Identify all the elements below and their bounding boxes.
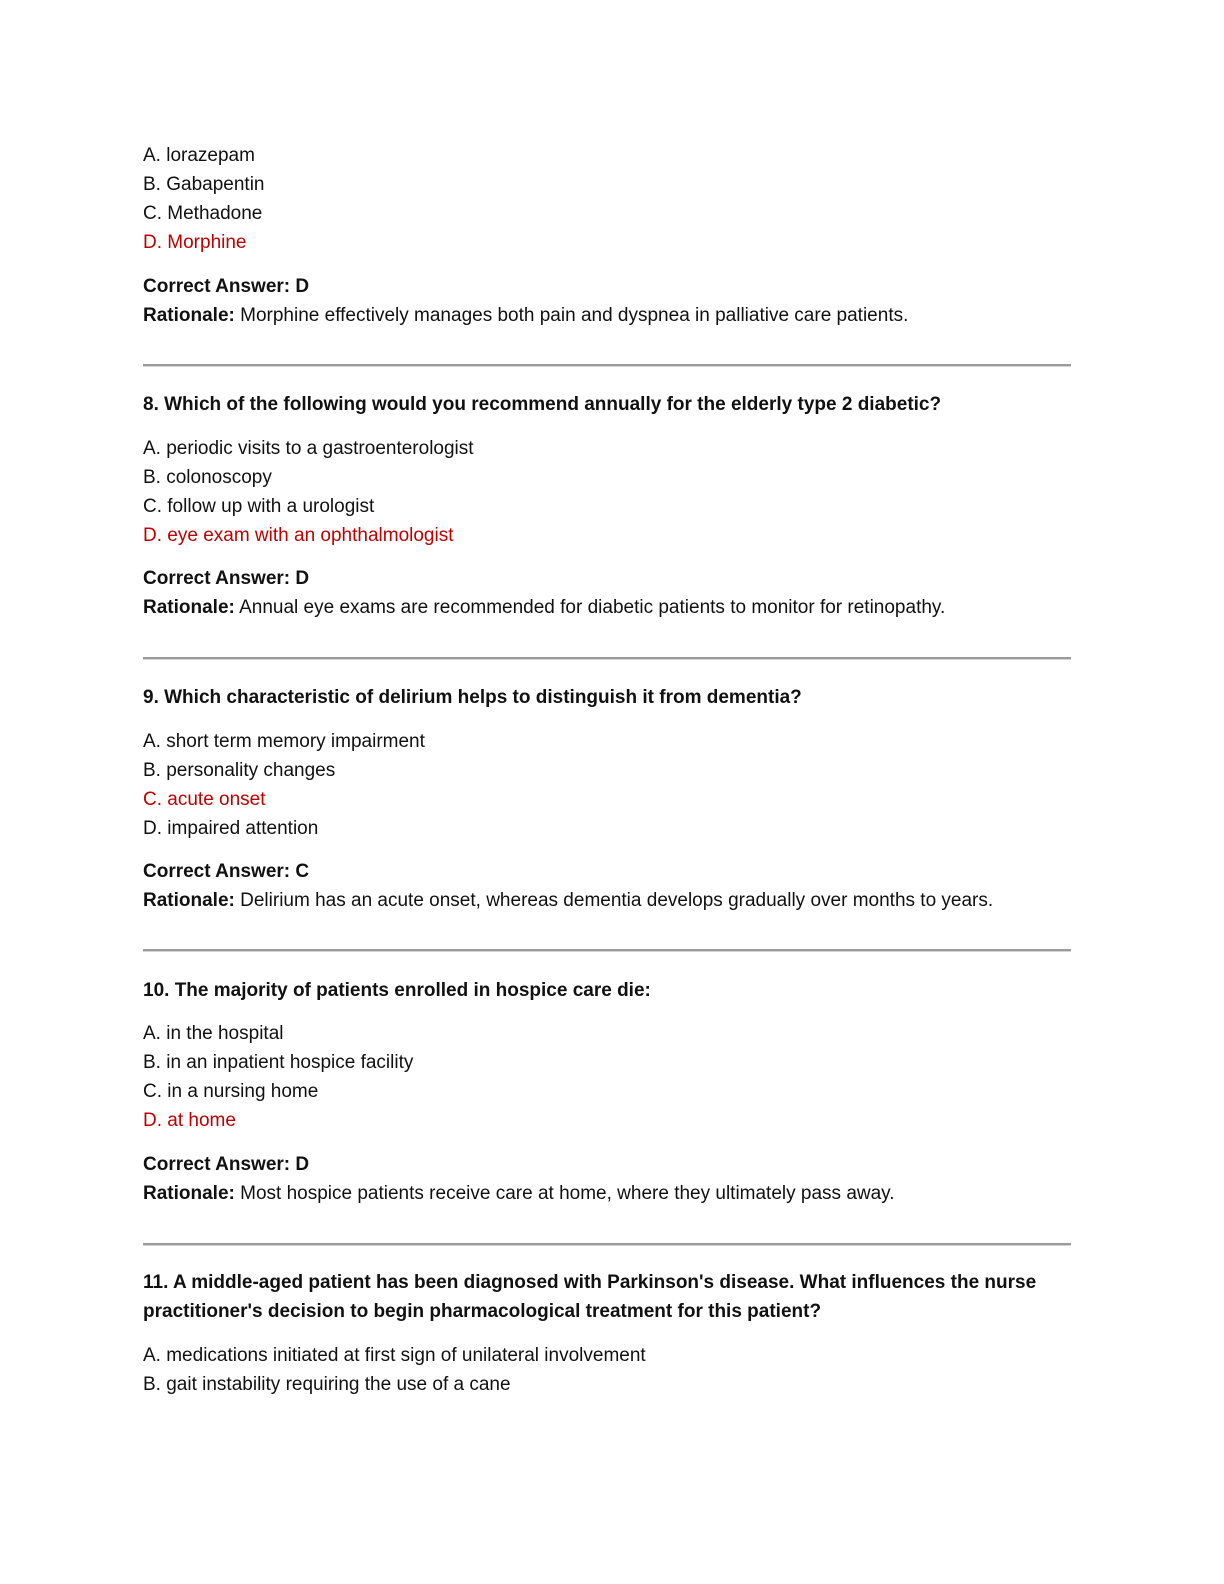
q11-option-a: A. medications initiated at first sign of unilateral involvement bbox=[143, 1345, 646, 1366]
separator-line bbox=[143, 949, 1071, 951]
q9-correct-answer: Correct Answer: C bbox=[143, 861, 310, 882]
q8-correct-answer: Correct Answer: D bbox=[143, 568, 310, 589]
q10-rationale bbox=[143, 1182, 895, 1206]
q7-option-c: C. Methadone bbox=[143, 203, 263, 224]
q10-rationale-text: Most hospice patients receive care at home, where they ultimately pass away. bbox=[234, 1183, 895, 1204]
q10-option-c: C. in a nursing home bbox=[143, 1081, 319, 1102]
q11-option-b: B. gait instability requiring the use of a cane bbox=[143, 1374, 511, 1395]
q7-rationale bbox=[143, 304, 908, 328]
q9-option-d: D. impaired attention bbox=[143, 818, 319, 839]
q7-option-d-correct: D. Morphine bbox=[143, 232, 247, 253]
q7-rationale-text: Morphine effectively manages both pain and dyspnea in palliative care patients. bbox=[234, 305, 909, 326]
q8-option-b: B. colonoscopy bbox=[143, 467, 272, 488]
q10-option-d-correct: D. at home bbox=[143, 1110, 236, 1131]
q8-option-a: A. periodic visits to a gastroenterologist bbox=[143, 438, 474, 459]
q10-option-b: B. in an inpatient hospice facility bbox=[143, 1052, 414, 1073]
q8-rationale bbox=[143, 596, 945, 620]
q10-correct-answer: Correct Answer: D bbox=[143, 1154, 310, 1175]
q7-option-b: B. Gabapentin bbox=[143, 174, 265, 195]
q9-rationale-text: Delirium has an acute onset, whereas dementia develops gradually over months to years. bbox=[234, 890, 994, 911]
q7-option-a: A. lorazepam bbox=[143, 145, 255, 166]
q8-option-c: C. follow up with a urologist bbox=[143, 496, 375, 517]
separator-line bbox=[143, 657, 1071, 659]
q9-option-a: A. short term memory impairment bbox=[143, 731, 425, 752]
q11-question: 11. A middle-aged patient has been diagnosed with Parkinson's disease. What influences the nurse practitioner's decision to begin pharmacological treatment for this patient? bbox=[143, 1272, 1037, 1322]
q10-option-a: A. in the hospital bbox=[143, 1023, 284, 1044]
q9-question: 9. Which characteristic of delirium helps to distinguish it from dementia? bbox=[143, 687, 802, 708]
q9-rationale bbox=[143, 889, 993, 913]
q10-question: 10. The majority of patients enrolled in hospice care die: bbox=[143, 980, 651, 1001]
separator-line bbox=[143, 364, 1071, 366]
q8-rationale-label: Rationale: bbox=[143, 597, 235, 618]
q9-option-c-correct: C. acute onset bbox=[143, 789, 266, 810]
q8-option-d-correct: D. eye exam with an ophthalmologist bbox=[143, 525, 454, 546]
q7-correct-answer: Correct Answer: D bbox=[143, 276, 310, 297]
q9-rationale-label: Rationale: bbox=[143, 890, 235, 911]
separator-line bbox=[143, 1243, 1071, 1245]
q7-rationale-label: Rationale: bbox=[143, 305, 235, 326]
q10-rationale-label: Rationale: bbox=[143, 1183, 235, 1204]
q9-option-b: B. personality changes bbox=[143, 760, 336, 781]
q8-rationale-text: Annual eye exams are recommended for diabetic patients to monitor for retinopathy. bbox=[234, 597, 946, 618]
q8-question: 8. Which of the following would you recommend annually for the elderly type 2 diabetic? bbox=[143, 394, 942, 415]
